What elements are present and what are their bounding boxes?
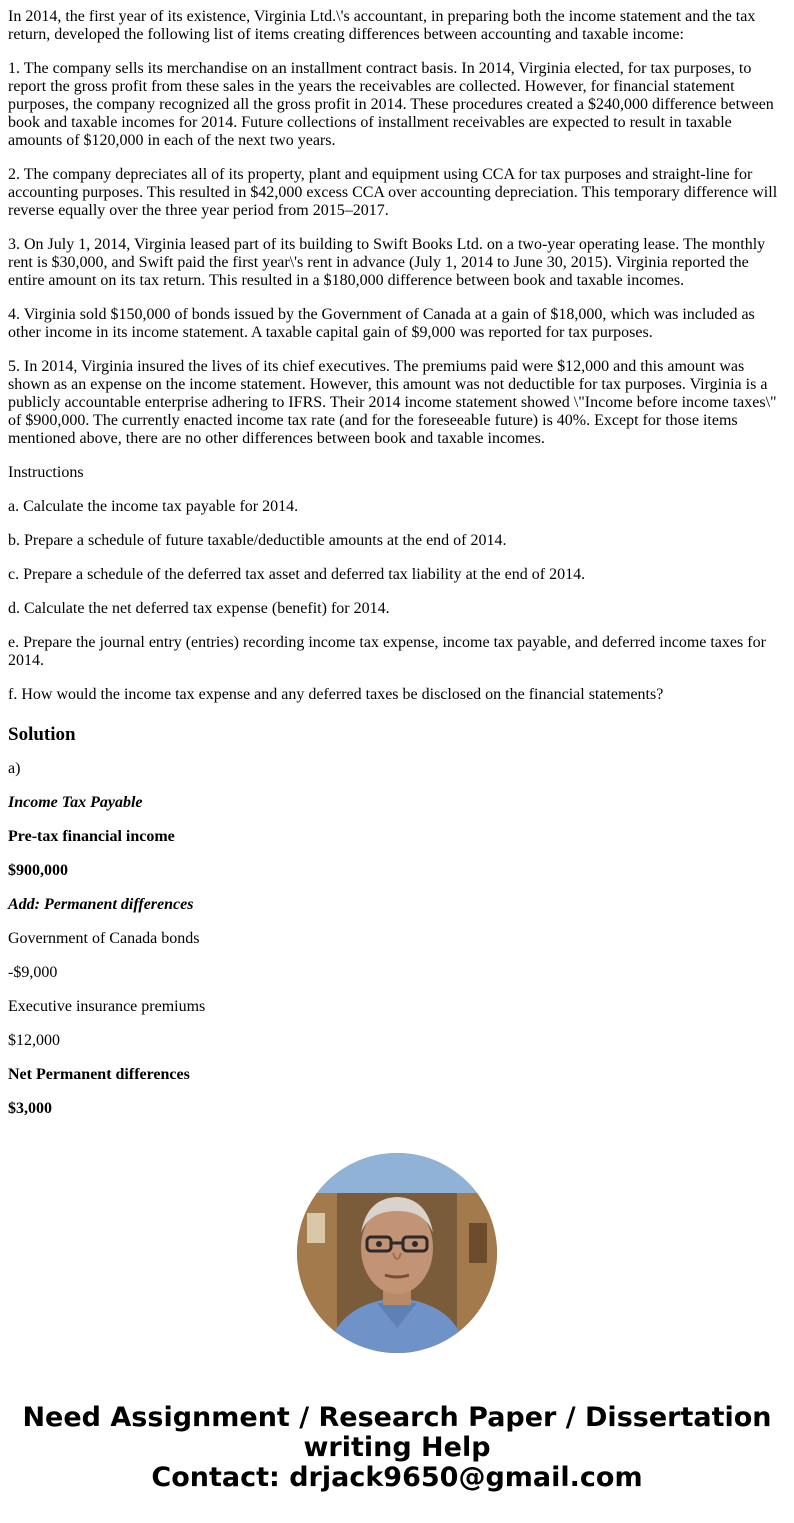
question-item-5: 5. In 2014, Virginia insured the lives of its chief executives. The premiums paid were $12,000 and this amount was shown as an expense on the income statement. However, this amount was not deductible for tax purposes. Virginia is a publicly accountable enterprise adhering to IFRS. Their 2014 income statement showed \"Income before income taxes\" of $900,000. The currently enacted income tax rate (and for the foreseeable future) is 40%. Except for those items mentioned above, there are no other differences between book and taxable incomes.: [8, 358, 777, 447]
net-permanent-label: Net Permanent differences: [8, 1066, 190, 1083]
instruction-b: b. Prepare a schedule of future taxable/deductible amounts at the end of 2014.: [8, 532, 507, 549]
insurance-value: $12,000: [8, 1032, 60, 1049]
solution-heading: Solution: [8, 724, 76, 745]
solution-part-label: a): [8, 760, 21, 777]
question-item-2: 2. The company depreciates all of its property, plant and equipment using CCA for tax purposes and straight-line for accounting purposes. This resulted in $42,000 excess CCA over accounting depreciation. This temporary difference will reverse equally over the three year period from 2015–2017.: [8, 166, 778, 219]
instruction-c: c. Prepare a schedule of the deferred tax asset and deferred tax liability at the end of 2014.: [8, 566, 586, 583]
pretax-value: $900,000: [8, 862, 68, 879]
instruction-d: d. Calculate the net deferred tax expense (benefit) for 2014.: [8, 600, 390, 617]
instructions-label: Instructions: [8, 464, 84, 481]
bonds-label: Government of Canada bonds: [8, 930, 200, 947]
solution-body: [8, 760, 784, 1118]
solution-title: Income Tax Payable: [8, 794, 143, 811]
document-body: [8, 0, 784, 1134]
author-avatar: [297, 1153, 497, 1353]
question-item-4: 4. Virginia sold $150,000 of bonds issued by the Government of Canada at a gain of $18,000, which was included as other income in its income statement. A taxable capital gain of $9,000 was reported for tax purposes.: [8, 306, 755, 341]
add-permanent-label: Add: Permanent differences: [8, 896, 194, 913]
instruction-f: f. How would the income tax expense and any deferred taxes be disclosed on the financial statements?: [8, 686, 664, 703]
promo-banner: [0, 1403, 794, 1493]
insurance-label: Executive insurance premiums: [8, 998, 206, 1015]
promo-line-2: writing Help: [303, 1432, 491, 1463]
author-portrait-image: [297, 1153, 497, 1353]
promo-line-1: Need Assignment / Research Paper / Dissertation: [22, 1402, 772, 1433]
promo-contact: Contact: drjack9650@gmail.com: [151, 1462, 643, 1493]
question-item-1: 1. The company sells its merchandise on an installment contract basis. In 2014, Virginia elected, for tax purposes, to report the gross profit from these sales in the years the receivables are collected. However, for financial statement purposes, the company recognized all the gross profit in 2014. These procedures created a $240,000 difference between book and taxable incomes for 2014. Future collections of installment receivables are expected to result in taxable amounts of $120,000 in each of the next two years.: [8, 60, 774, 149]
pretax-label: Pre-tax financial income: [8, 828, 175, 845]
question-intro: In 2014, the first year of its existence, Virginia Ltd.\'s accountant, in preparing both the income statement and the tax return, developed the following list of items creating differences between accounting and taxable income:: [8, 8, 756, 43]
net-permanent-value: $3,000: [8, 1100, 52, 1117]
instruction-a: a. Calculate the income tax payable for 2014.: [8, 498, 299, 515]
bonds-value: -$9,000: [8, 964, 58, 981]
question-item-3: 3. On July 1, 2014, Virginia leased part of its building to Swift Books Ltd. on a two-year operating lease. The monthly rent is $30,000, and Swift paid the first year\'s rent in advance (July 1, 2014 to June 30, 2015). Virginia reported the entire amount on its tax return. This resulted in a $180,000 difference between book and taxable incomes.: [8, 236, 766, 289]
instruction-e: e. Prepare the journal entry (entries) recording income tax expense, income tax payable, and deferred income taxes for 2014.: [8, 634, 766, 669]
